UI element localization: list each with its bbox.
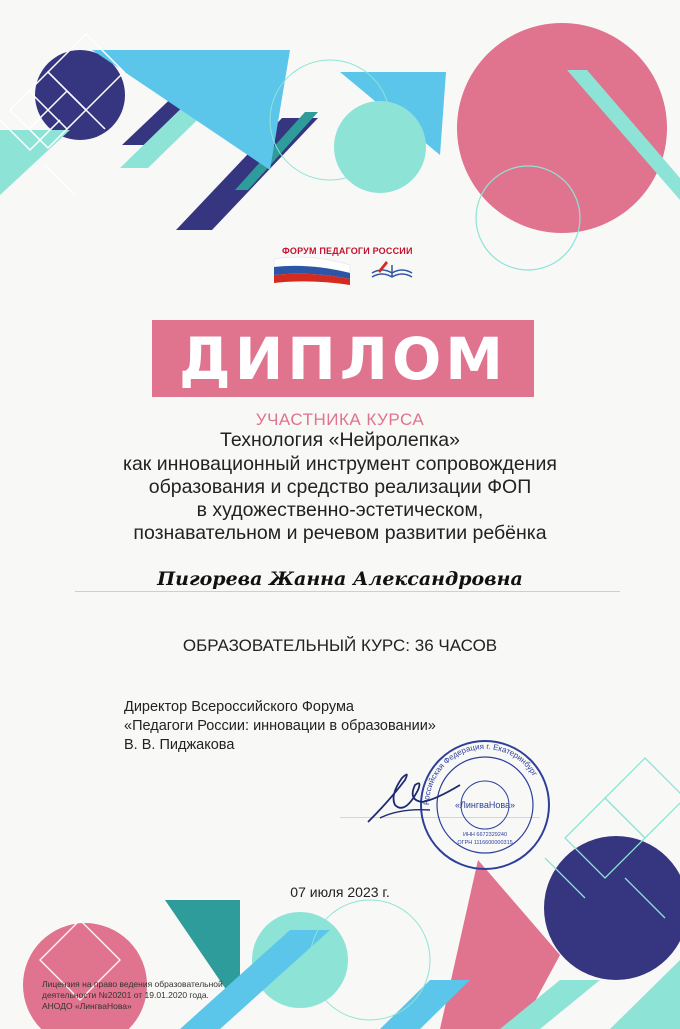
diploma-title-banner	[152, 320, 534, 397]
mint-circle-top	[334, 101, 426, 193]
navy-circle-top-left	[35, 50, 125, 140]
navy-circle-bottom-right	[544, 836, 680, 980]
director-title-line: «Педагоги России: инновации в образовании»	[124, 718, 436, 734]
course-title-line: познавательном и речевом развитии ребёнка	[133, 522, 547, 544]
course-title-line: образования и средство реализации ФОП	[148, 476, 532, 498]
pink-circle-bottom-left	[23, 923, 147, 1029]
director-name: В. В. Пиджакова	[124, 737, 235, 753]
director-title-line: Директор Всероссийского Форума	[124, 699, 354, 715]
signature-icon	[360, 760, 470, 830]
issue-date: 07 июля 2023 г.	[290, 884, 390, 900]
name-underline	[75, 591, 620, 592]
course-title-line: как инновационный инструмент сопровождения	[123, 453, 557, 475]
svg-text:ИНН 6672329240: ИНН 6672329240	[462, 832, 508, 838]
license-line: АНОДО «ЛингваНова»	[42, 1001, 132, 1011]
diploma-subtitle: УЧАСТНИКА КУРСА	[255, 410, 425, 429]
mint-triangle-left	[0, 130, 70, 195]
recipient-name: Пигорева Жанна Александровна	[157, 568, 523, 590]
course-title-line: Технология «Нейролепка»	[220, 429, 460, 451]
svg-text:Российская Федерация г. Екатер: Российская Федерация г. Екатеринбург	[421, 741, 540, 806]
svg-text:ОГРН 1116600000315: ОГРН 1116600000315	[457, 840, 513, 846]
diploma-title: ДИПЛОМ	[179, 324, 507, 393]
license-line: Лицензия на право ведения образовательной	[42, 979, 223, 989]
svg-text:«ЛингваНова»: «ЛингваНова»	[454, 800, 516, 810]
logo-title: ФОРУМ ПЕДАГОГИ РОССИИ	[282, 246, 413, 256]
course-title-line: в художественно-эстетическом,	[196, 499, 484, 521]
course-hours: ОБРАЗОВАТЕЛЬНЫЙ КУРС: 36 ЧАСОВ	[182, 636, 498, 655]
license-line: деятельности №20201 от 19.01.2020 года.	[42, 990, 209, 1000]
